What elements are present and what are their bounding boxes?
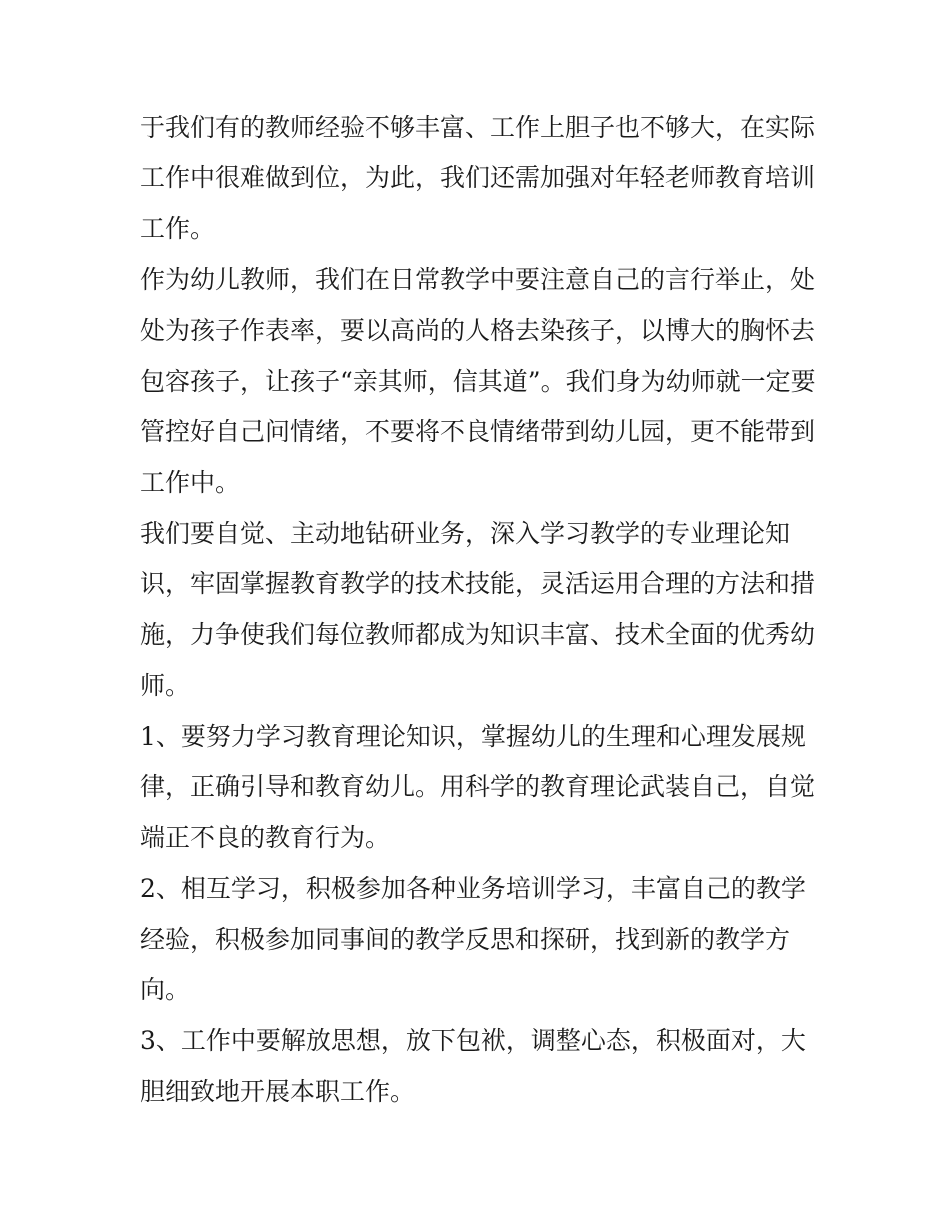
text-line: 1、要努力学习教育理论知识，掌握幼儿的生理和心理发展规 — [140, 722, 806, 751]
text-line: 管控好自己问情绪，不要将不良情绪带到幼儿园，更不能带到 — [140, 417, 816, 446]
text-line: 3、工作中要解放思想，放下包袱，调整心态，积极面对，大 — [140, 1026, 806, 1055]
text-line: 于我们有的教师经验不够丰富、工作上胆子也不够大，在实际 — [140, 113, 816, 142]
text-line: 胆细致地开展本职工作。 — [140, 1077, 416, 1106]
text-line: 工作中很难做到位，为此，我们还需加强对年轻老师教育培训 — [140, 163, 816, 192]
text-line: 端正不良的教育行为。 — [140, 823, 391, 852]
text-line: 作为幼儿教师，我们在日常教学中要注意自己的言行举止，处 — [140, 265, 816, 294]
text-line: 处为孩子作表率，要以高尚的人格去染孩子，以博大的胸怀去 — [140, 316, 816, 345]
text-line: 2、相互学习，积极参加各种业务培训学习，丰富自己的教学 — [140, 874, 806, 903]
text-line: 我们要自觉、主动地钻研业务，深入学习教学的专业理论知 — [140, 519, 791, 548]
text-line: 施，力争使我们每位教师都成为知识丰富、技术全面的优秀幼 — [140, 620, 816, 649]
text-line: 师。 — [140, 671, 191, 700]
text-line: 包容孩子，让孩子“亲其师，信其道”。我们身为幼师就一定要 — [140, 367, 816, 396]
text-line: 律，正确引导和教育幼儿。用科学的教育理论武装自己，自觉 — [140, 772, 816, 801]
text-line: 工作。 — [140, 214, 216, 243]
text-line: 经验，积极参加同事间的教学反思和探研，找到新的教学方 — [140, 925, 791, 954]
text-line: 向。 — [140, 975, 191, 1004]
text-line: 工作中。 — [140, 468, 241, 497]
text-line: 识，牢固掌握教育教学的技术技能，灵活运用合理的方法和措 — [140, 569, 816, 598]
